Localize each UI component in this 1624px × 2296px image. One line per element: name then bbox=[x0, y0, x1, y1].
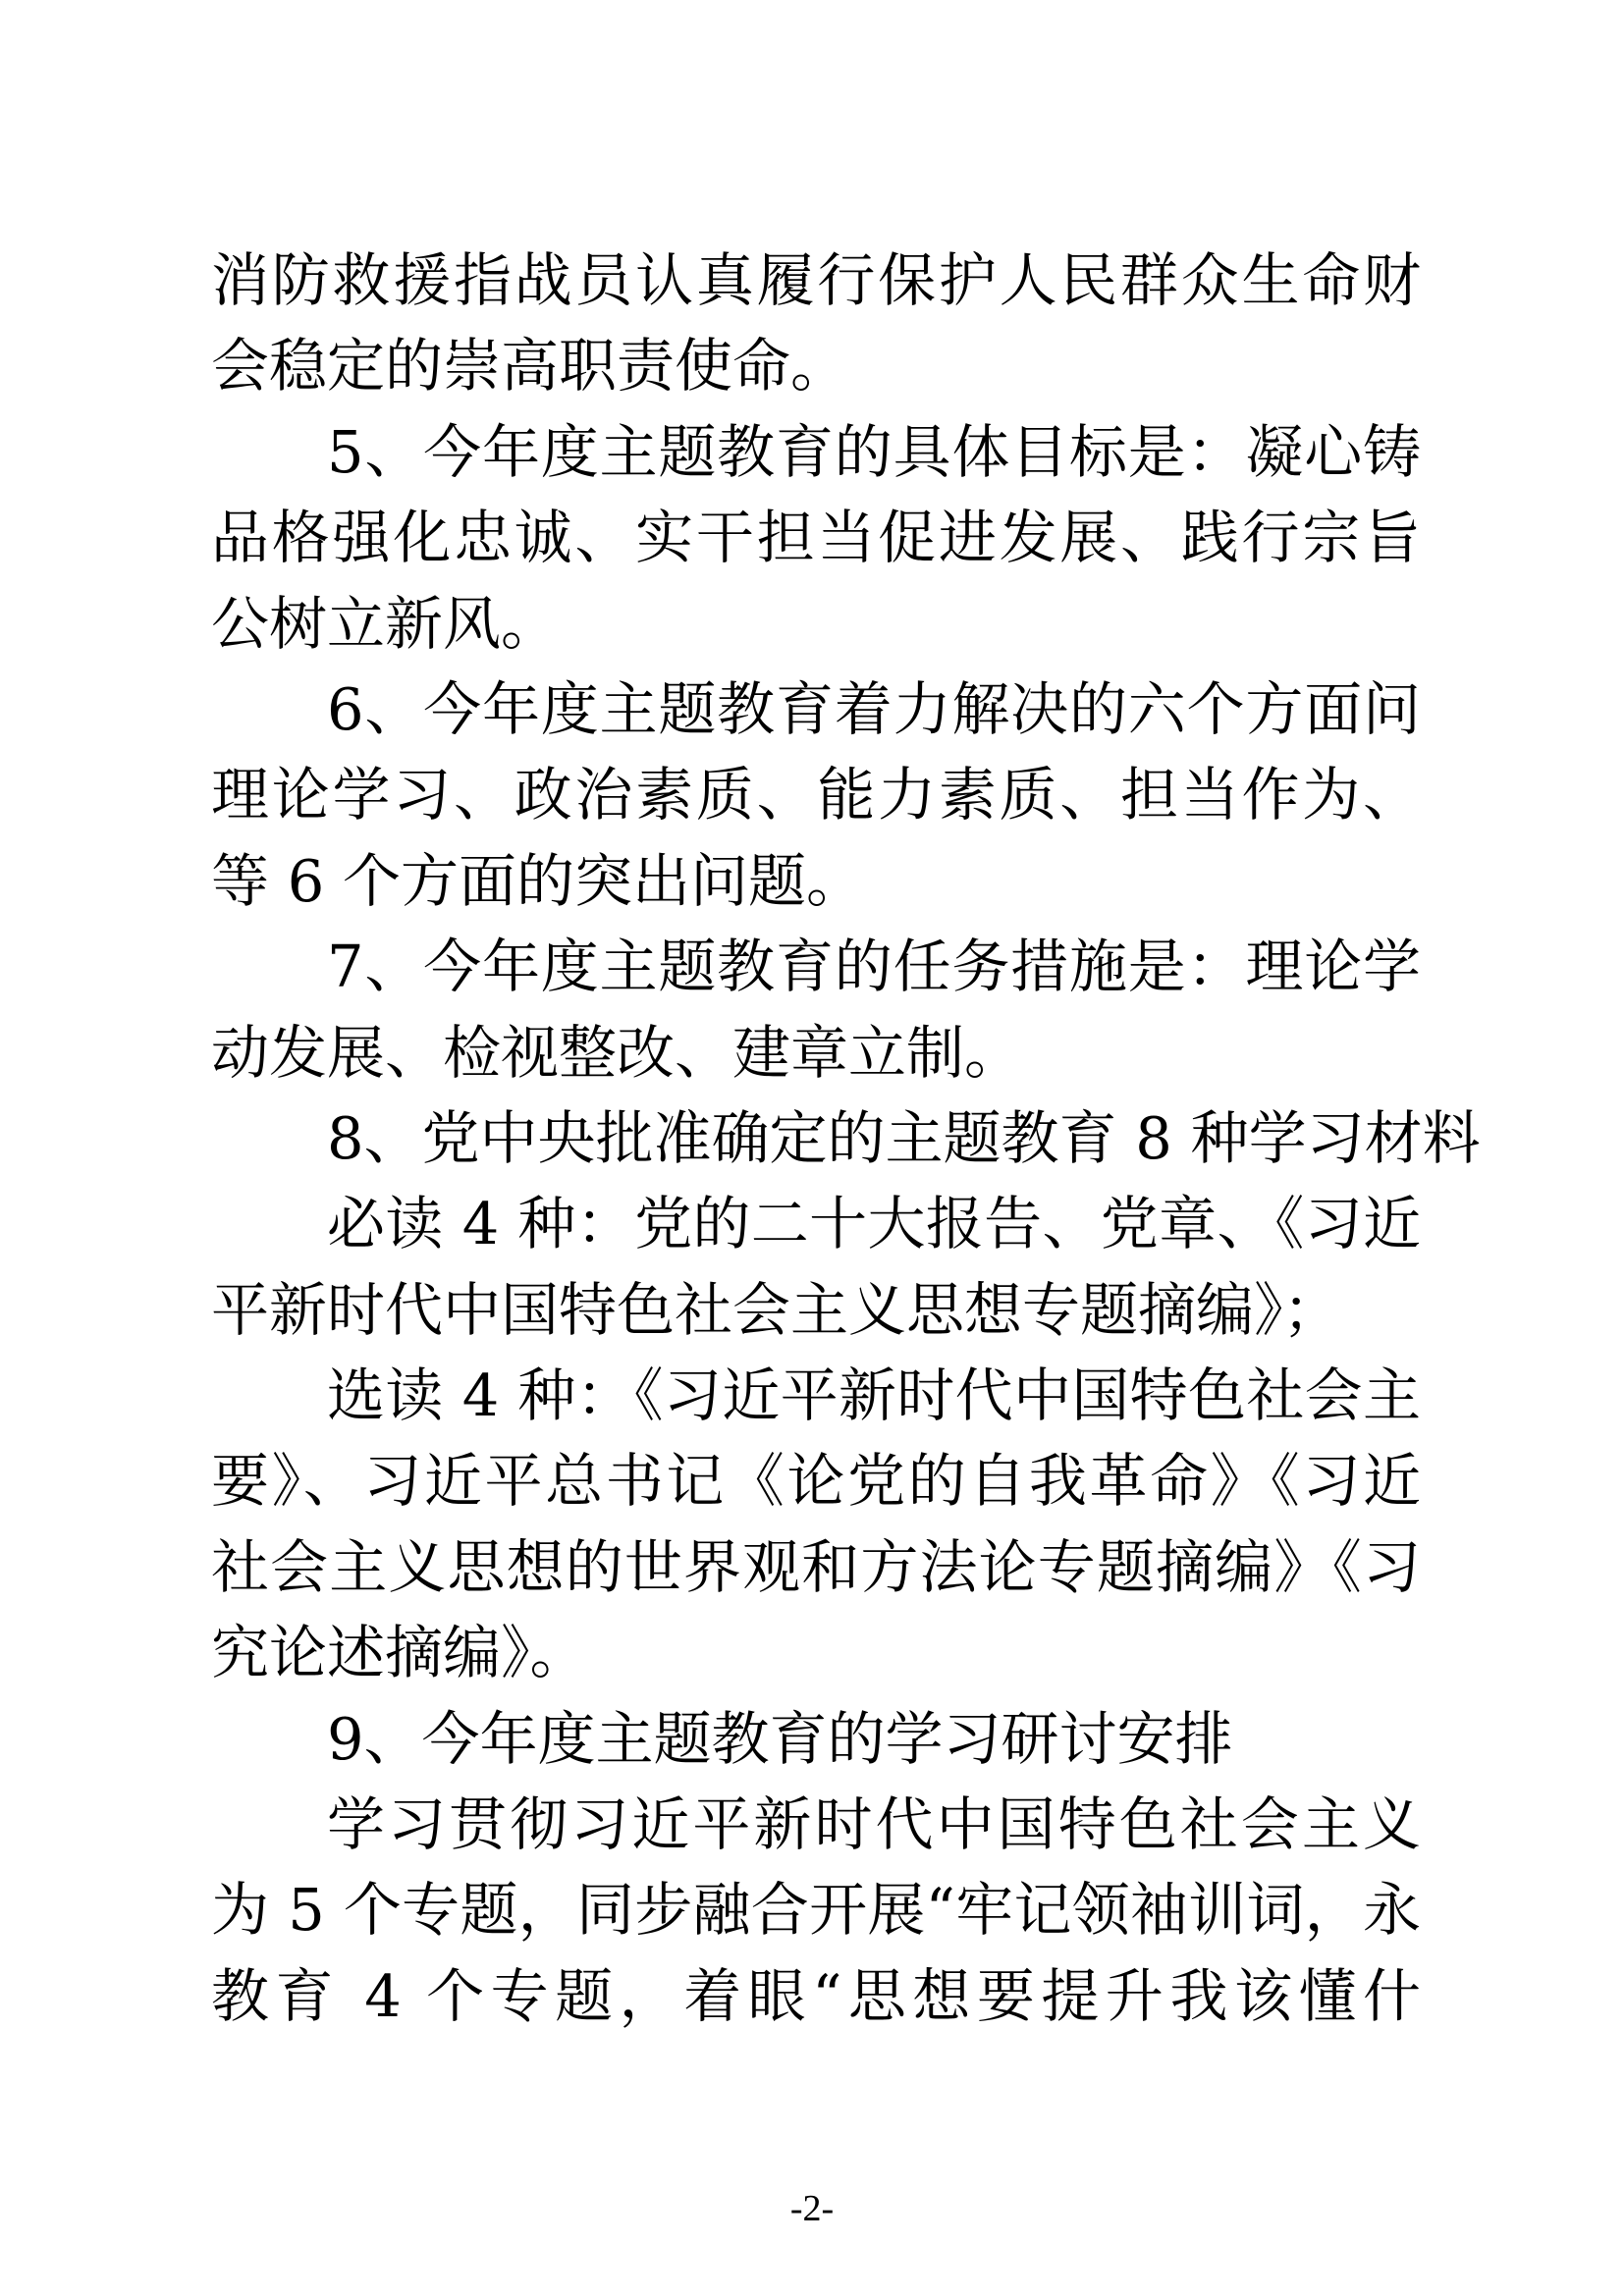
page-number: -2- bbox=[789, 2188, 835, 2229]
text-line: 9、今年度主题教育的学习研讨安排 bbox=[327, 1704, 1233, 1773]
text-line: 6、今年度主题教育着力解决的六个方面问 bbox=[327, 674, 1421, 743]
text-line: 会稳定的崇高职责使命。 bbox=[211, 332, 849, 400]
text-line: 学习贯彻习近平新时代中国特色社会主义 bbox=[327, 1790, 1421, 1859]
text-line: 5、今年度主题教育的具体目标是：凝心铸 bbox=[327, 417, 1421, 486]
text-line: 选读 4 种：《习近平新时代中国特色社会主 bbox=[327, 1362, 1421, 1430]
text-line: 社会主义思想的世界观和方法论专题摘编》《习 bbox=[211, 1532, 1421, 1601]
text-line: 等 6 个方面的突出问题。 bbox=[211, 846, 865, 915]
text-line: 究论述摘编》。 bbox=[211, 1619, 588, 1687]
text-line: 要》、习近平总书记《论党的自我革命》《习近 bbox=[211, 1447, 1421, 1516]
document-body bbox=[211, 238, 1481, 2039]
text-line: 理论学习、政治素质、能力素质、担当作为、 bbox=[211, 761, 1421, 829]
text-line: 平新时代中国特色社会主义思想专题摘编》； bbox=[211, 1275, 1341, 1344]
text-line: 必读 4 种：党的二十大报告、党章、《习近 bbox=[327, 1190, 1421, 1258]
text-line: 品格强化忠诚、实干担当促进发展、践行宗旨 bbox=[211, 504, 1421, 572]
text-line: 教育 4 个专题，着眼“思想要提升我该懂什 bbox=[211, 1961, 1421, 2030]
text-line: 8、党中央批准确定的主题教育 8 种学习材料 bbox=[327, 1103, 1481, 1172]
text-line: 动发展、检视整改、建章立制。 bbox=[211, 1018, 1023, 1087]
text-line: 7、今年度主题教育的任务措施是：理论学 bbox=[327, 933, 1421, 1001]
text-line: 消防救援指战员认真履行保护人民群众生命财 bbox=[211, 246, 1421, 314]
text-line: 公树立新风。 bbox=[211, 589, 560, 658]
text-line: 为 5 个专题，同步融合开展“牢记领袖训词，永 bbox=[211, 1876, 1421, 1945]
